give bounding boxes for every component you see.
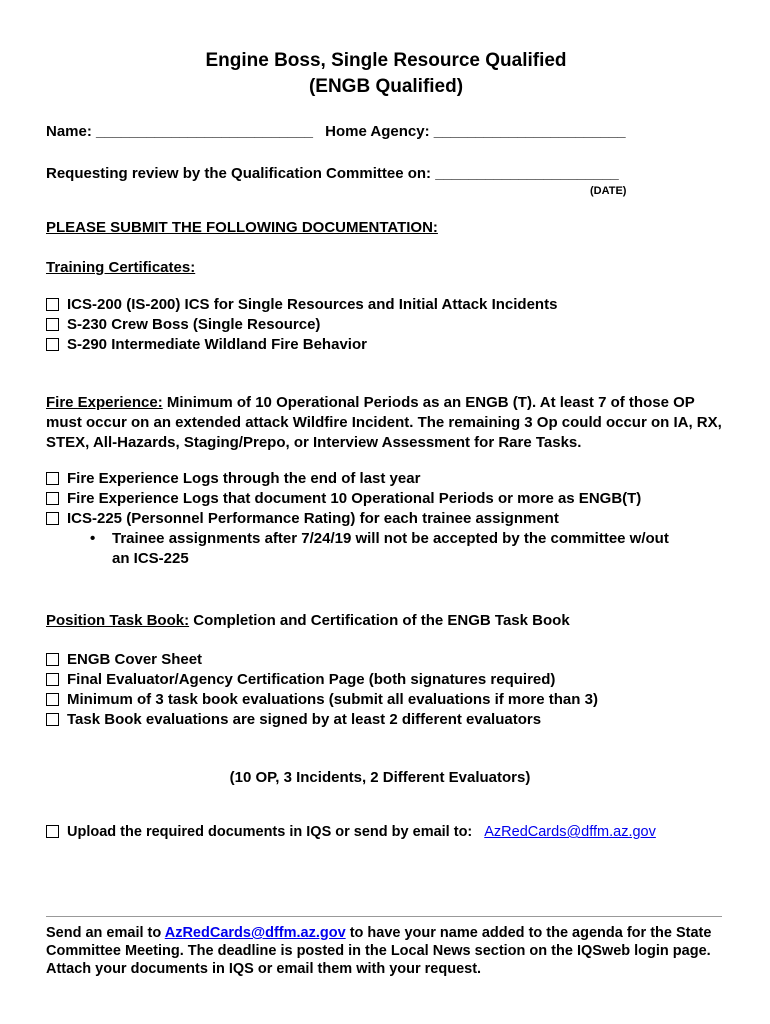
fire-experience-item (46, 509, 726, 529)
checkbox[interactable] (46, 492, 59, 505)
task-book-item (46, 670, 726, 690)
review-row (46, 164, 726, 184)
fire-experience-item-label: Fire Experience Logs through the end of last year (67, 470, 421, 487)
fire-experience-description: Minimum of 10 Operational Periods as an ENGB (T). At least 7 of those OP must occur on an extended attack Wildfire Incident. The remaining 3 Op could occur on IA, RX, STEX, All-Hazards, Staging/Prepo, or Interview Assessment for Rare Tasks. (46, 394, 722, 451)
checkbox[interactable] (46, 512, 59, 525)
checkbox[interactable] (46, 298, 59, 311)
upload-row (46, 822, 726, 842)
upload-email-link[interactable]: AzRedCards@dffm.az.gov (484, 824, 656, 840)
checkbox[interactable] (46, 713, 59, 726)
date-label: (DATE) (590, 185, 627, 197)
training-item (46, 315, 726, 335)
title-line-2: (ENGB Qualified) (308, 76, 464, 97)
fire-experience-item-label: Fire Experience Logs that document 10 Operational Periods or more as ENGB(T) (67, 490, 642, 507)
fire-experience-item-label: ICS-225 (Personnel Performance Rating) for each trainee assignment (67, 510, 559, 527)
fire-experience-item (46, 469, 726, 489)
checkbox[interactable] (46, 653, 59, 666)
footer-email-link[interactable]: AzRedCards@dffm.az.gov (164, 925, 346, 941)
fire-experience-item (46, 489, 726, 509)
ics225-note (46, 529, 726, 569)
task-book-item-label: Final Evaluator/Agency Certification Page (both signatures required) (67, 671, 556, 688)
fire-experience-heading: Fire Experience: (46, 394, 163, 411)
training-item-label: ICS-200 (IS-200) ICS for Single Resources and Initial Attack Incidents (67, 296, 558, 313)
checkbox[interactable] (46, 472, 59, 485)
checkbox[interactable] (46, 825, 59, 838)
training-item-label: S-230 Crew Boss (Single Resource) (67, 316, 321, 333)
title-line-1: Engine Boss, Single Resource Qualified (205, 50, 567, 71)
review-label: Requesting review by the Qualification Committee on: (46, 165, 432, 182)
task-book-section (46, 611, 726, 631)
task-book-heading: Position Task Book: (46, 612, 190, 629)
task-book-description: Completion and Certification of the ENGB Task Book (193, 612, 570, 629)
name-agency-row (46, 122, 726, 142)
footer-divider (46, 916, 722, 917)
task-book-item (46, 650, 726, 670)
ics225-note-text: Trainee assignments after 7/24/19 will not be accepted by the committee w/out an ICS-225 (112, 530, 669, 567)
footer-prefix: Send an email to (46, 925, 162, 941)
training-heading: Training Certificates: (46, 259, 196, 276)
home-agency-label: Home Agency: (325, 123, 430, 140)
summary-text: (10 OP, 3 Incidents, 2 Different Evaluators) (229, 769, 531, 786)
footer-suffix: to have your name added to the agenda for the State Committee Meeting. The deadline is posted in the Local News section on the IQSweb login page. Attach your documents in IQS or email them with your request. (46, 925, 712, 977)
task-book-item-label: Task Book evaluations are signed by at least 2 different evaluators (67, 711, 542, 728)
task-book-item-label: ENGB Cover Sheet (67, 651, 203, 668)
task-book-item (46, 710, 726, 730)
training-item-label: S-290 Intermediate Wildland Fire Behavior (67, 336, 367, 353)
bullet-icon: • (90, 530, 96, 547)
form-page (46, 48, 726, 842)
checkbox[interactable] (46, 673, 59, 686)
footer-note (46, 924, 726, 978)
submit-heading: PLEASE SUBMIT THE FOLLOWING DOCUMENTATION: (46, 219, 438, 236)
checkbox[interactable] (46, 318, 59, 331)
checkbox[interactable] (46, 693, 59, 706)
name-label: Name: (46, 123, 92, 140)
task-book-item (46, 690, 726, 710)
home-agency-field[interactable]: _______________________ (433, 123, 626, 140)
upload-text: Upload the required documents in IQS or send by email to: (67, 824, 473, 840)
name-field[interactable]: __________________________ (96, 123, 313, 140)
training-item (46, 335, 726, 355)
task-book-item-label: Minimum of 3 task book evaluations (submit all evaluations if more than 3) (67, 691, 598, 708)
fire-experience-list (46, 469, 726, 569)
fire-experience-section (46, 393, 726, 453)
checkbox[interactable] (46, 338, 59, 351)
review-date-field[interactable]: ______________________ (435, 165, 619, 182)
training-list (46, 295, 726, 355)
task-book-list (46, 650, 726, 730)
form-title (46, 48, 726, 100)
training-item (46, 295, 726, 315)
